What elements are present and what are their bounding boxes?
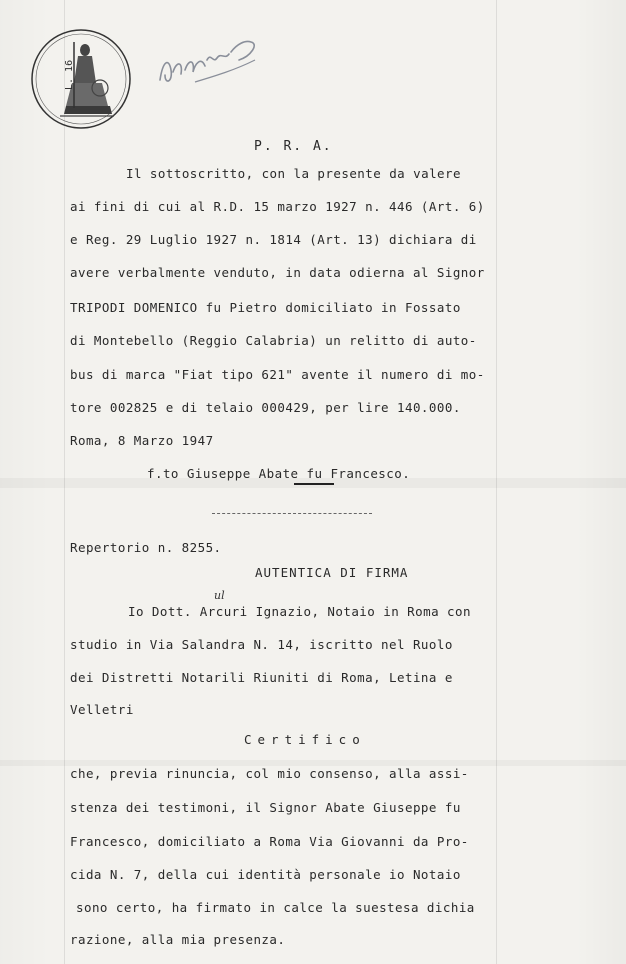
stamp-label: L. 16	[64, 59, 75, 90]
authentication-line: studio in Via Salandra N. 14, iscritto nel Ruolo	[70, 637, 453, 652]
certification-line: sono certo, ha firmato in calce la suestesa dichia	[76, 900, 475, 915]
repertorio-number: Repertorio n. 8255.	[70, 540, 222, 555]
certifico-heading: Certifico	[244, 732, 366, 747]
certification-line: cida N. 7, della cui identità personale io Notaio	[70, 867, 461, 882]
declaration-line: tore 002825 e di telaio 000429, per lire 140.000.	[70, 400, 461, 415]
signature-line: f.to Giuseppe Abate fu Francesco.	[147, 466, 411, 481]
declaration-date: Roma, 8 Marzo 1947	[70, 433, 214, 448]
declaration-line: e Reg. 29 Luglio 1927 n. 1814 (Art. 13) dichiara di	[70, 232, 477, 247]
revenue-stamp	[30, 28, 132, 130]
certification-line: che, previa rinuncia, col mio consenso, alla assi-	[70, 766, 469, 781]
declaration-line: bus di marca "Fiat tipo 621" avente il numero di mo-	[70, 367, 485, 382]
declaration-line: di Montebello (Reggio Calabria) un relitto di auto-	[70, 333, 477, 348]
declaration-line: avere verbalmente venduto, in data odierna al Signor	[70, 265, 485, 280]
certification-line: Francesco, domiciliato a Roma Via Giovanni da Pro-	[70, 834, 469, 849]
declaration-line: ai fini di cui al R.D. 15 marzo 1927 n. 446 (Art. 6)	[70, 199, 485, 214]
authentication-line: Velletri	[70, 702, 134, 717]
signature-underline-mark	[294, 481, 334, 487]
handwritten-correction: ul	[214, 589, 225, 602]
authentication-title: AUTENTICA DI FIRMA	[255, 565, 409, 580]
declaration-line: Il sottoscritto, con la presente da valere	[126, 166, 461, 181]
certification-line: stenza dei testimoni, il Signor Abate Giuseppe fu	[70, 800, 461, 815]
certification-line: razione, alla mia presenza.	[70, 932, 286, 947]
authentication-line: Io Dott. Arcuri Ignazio, Notaio in Roma con	[128, 604, 471, 619]
document-title: P. R. A.	[254, 139, 333, 154]
handwritten-note	[155, 30, 265, 100]
seal-figure-icon	[30, 28, 132, 130]
separator-line	[212, 513, 372, 515]
handwriting-scribble	[155, 30, 265, 100]
authentication-line: dei Distretti Notarili Riuniti di Roma, Letina e	[70, 670, 453, 685]
declaration-line: TRIPODI DOMENICO fu Pietro domiciliato in Fossato	[70, 300, 461, 315]
